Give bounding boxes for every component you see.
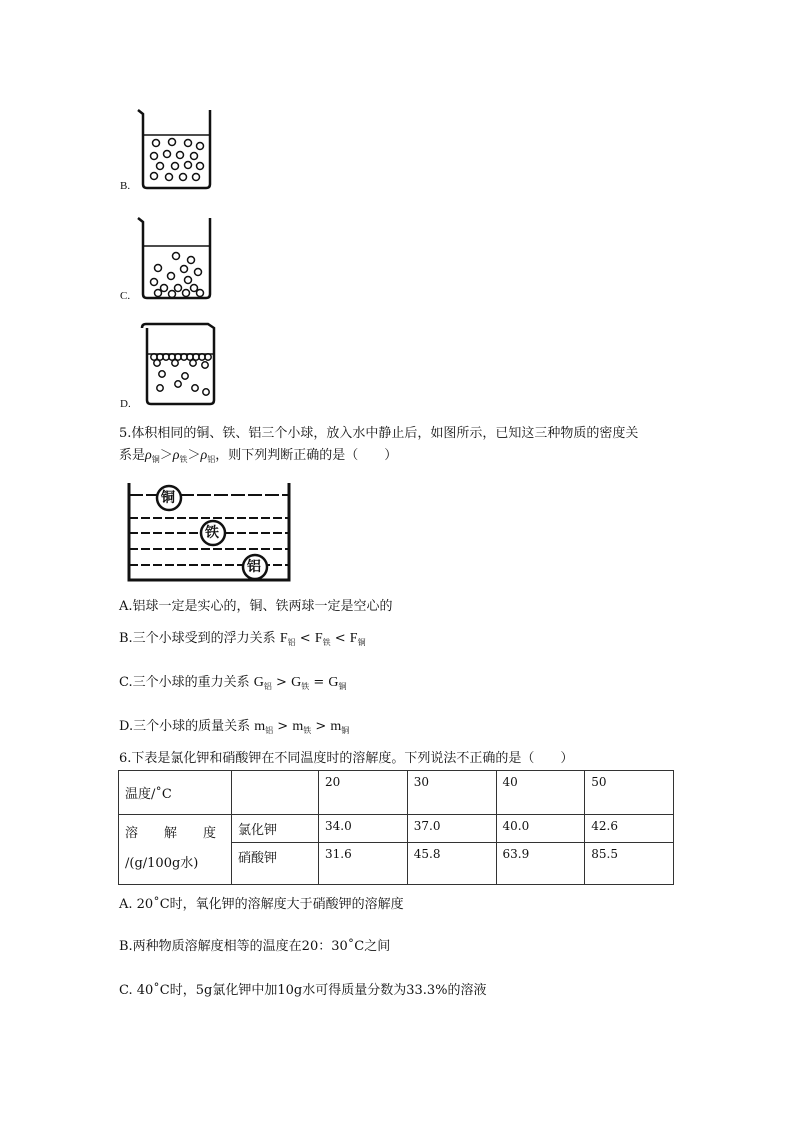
q6-stem: 6.下表是氯化钾和硝酸钾在不同温度时的溶解度。下列说法不正确的是（ ）: [119, 751, 574, 766]
q5-option-d-text: D.三个小球的质量关系: [119, 719, 251, 734]
q5-option-a: A.铝球一定是实心的，铜、铁两球一定是空心的: [119, 599, 393, 614]
beaker-b-image: [136, 108, 216, 190]
greater-than: ＞: [159, 448, 173, 463]
q5-stem-line2-post: ，则下列判断正确的是（ ）: [215, 448, 398, 463]
rho-symbol: ρ: [145, 448, 152, 463]
q6-option-c: C. 40˚C时，5g氯化钾中加10g水可得质量分数为33.3%的溶液: [119, 983, 487, 998]
substance-name-cell: 硝酸钾: [232, 843, 319, 885]
option-d-label: D.: [120, 398, 131, 410]
solubility-label-line2: /(g/100g水): [125, 856, 199, 871]
q5-stem-line2-pre: 系是: [119, 448, 146, 463]
q5-option-b-text: B.三个小球受到的浮力关系: [119, 631, 276, 646]
beaker-c-image: [136, 216, 216, 300]
weight-symbol: G: [253, 675, 264, 690]
temp-cell: 50: [585, 771, 674, 815]
weight-symbol: G: [328, 675, 339, 690]
table-row: [119, 815, 674, 843]
copper-subscript: 铜: [357, 638, 366, 647]
substance-name-cell: 氯化钾: [232, 815, 319, 843]
copper-subscript: 铜: [151, 455, 160, 464]
aluminum-subscript: 铝: [207, 455, 216, 464]
force-symbol: F: [279, 631, 288, 646]
iron-subscript: 铁: [179, 455, 188, 464]
solubility-label-line1: 溶 解 度: [125, 826, 217, 841]
rho-symbol: ρ: [172, 448, 180, 463]
copper-subscript: 铜: [338, 682, 347, 691]
greater-than: >: [277, 719, 289, 734]
empty-cell: [232, 771, 319, 815]
q6-option-a: A. 20˚C时，氧化钾的溶解度大于硝酸钾的溶解度: [119, 897, 404, 912]
option-c-label: C.: [120, 290, 131, 302]
table-row: [119, 771, 674, 815]
temp-cell: 20: [319, 771, 408, 815]
value-cell: 63.9: [496, 843, 585, 885]
option-b-label: B.: [120, 180, 131, 192]
beaker-d-image: [140, 322, 220, 406]
q5-option-c-text: C.三个小球的重力关系: [119, 675, 250, 690]
greater-than: >: [315, 719, 327, 734]
aluminum-subscript: 铝: [265, 726, 274, 735]
ball-copper-label: 铜: [161, 490, 175, 506]
mass-symbol: m: [254, 719, 266, 734]
equals: =: [313, 675, 325, 690]
temp-cell: 30: [407, 771, 496, 815]
q5-option-d: [119, 716, 349, 742]
greater-than: ＞: [187, 448, 201, 463]
q5-option-c: [119, 672, 347, 698]
force-symbol: F: [314, 631, 323, 646]
value-cell: 85.5: [585, 843, 674, 885]
rho-symbol: ρ: [200, 448, 208, 463]
less-than: <: [334, 631, 346, 646]
q5-stem-line1: 5.体积相同的铜、铁、铝三个小球，放入水中静止后，如图所示，已知这三种物质的密度关: [119, 426, 639, 441]
copper-subscript: 铜: [341, 726, 350, 735]
value-cell: 31.6: [319, 843, 408, 885]
q5-option-b: [119, 628, 366, 654]
tank-figure: [124, 478, 294, 584]
iron-subscript: 铁: [303, 726, 312, 735]
iron-subscript: 铁: [322, 638, 331, 647]
mass-symbol: m: [330, 719, 342, 734]
mass-symbol: m: [292, 719, 304, 734]
ball-iron-label: 铁: [205, 525, 219, 541]
temp-cell: 40: [496, 771, 585, 815]
value-cell: 37.0: [407, 815, 496, 843]
value-cell: 45.8: [407, 843, 496, 885]
value-cell: 42.6: [585, 815, 674, 843]
value-cell: 34.0: [319, 815, 408, 843]
greater-than: >: [276, 675, 287, 690]
q6-option-b: B.两种物质溶解度相等的温度在20：30˚C之间: [119, 939, 391, 954]
solubility-table: [118, 770, 674, 885]
aluminum-subscript: 铝: [287, 638, 296, 647]
weight-symbol: G: [291, 675, 302, 690]
force-symbol: F: [349, 631, 358, 646]
q5-stem-line2: [119, 445, 397, 471]
less-than: <: [299, 631, 311, 646]
iron-subscript: 铁: [301, 682, 310, 691]
ball-aluminum-label: 铝: [247, 559, 261, 575]
aluminum-subscript: 铝: [263, 682, 272, 691]
value-cell: 40.0: [496, 815, 585, 843]
temp-header-cell: 温度/˚C: [119, 771, 232, 815]
solubility-label-cell: [119, 815, 232, 885]
